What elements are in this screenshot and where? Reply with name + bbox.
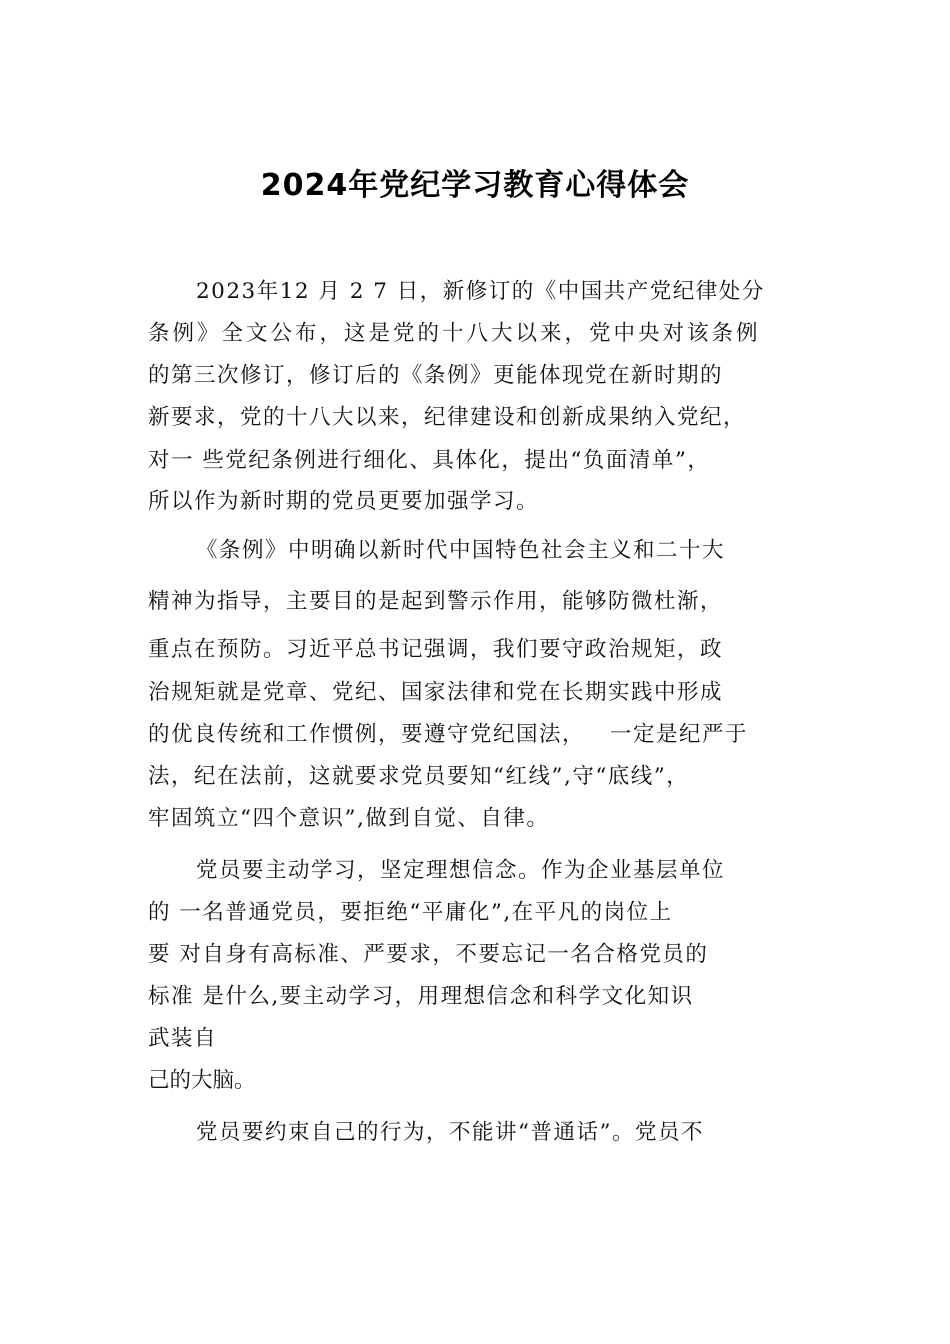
paragraph-2-line-4: 治规矩就是党章、党纪、国家法律和党在长期实践中形成 [148,680,724,705]
paragraph-2-line-6: 法，纪在法前，这就要求党员要知“红线”,守“底线”， [148,764,690,789]
paragraph-2-line-2: 精神为指导，主要目的是起到警示作用，能够防微杜渐， [148,589,724,614]
paragraph-1-line-6: 所以作为新时期的党员更要加强学习。 [148,489,540,514]
paragraph-3-line-5: 武装自 [148,1026,218,1051]
paragraph-1-line-3: 的第三次修订，修订后的《条例》更能体现党在新时期的 [148,363,724,388]
paragraph-3-line-6: 己的大脑。 [148,1068,256,1093]
paragraph-1-line-1: 2023年12 月 2 7 日，新修订的《中国共产党纪律处分 [196,279,765,304]
paragraph-2-line-7: 牢固筑立“四个意识”,做到自觉、自律。 [148,806,550,831]
paragraph-2-line-5: 的优良传统和工作惯例，要遵守党纪国法， 一定是纪严于 [148,722,749,747]
paragraph-3-line-3: 要 对自身有高标准、严要求，不要忘记一名合格党员的 [148,942,709,967]
paragraph-3-line-4: 标准 是什么,要主动学习，用理想信念和科学文化知识 [148,984,694,1009]
paragraph-2-line-3: 重点在预防。习近平总书记强调，我们要守政治规矩，政 [148,637,724,662]
paragraph-4-line-1: 党员要约束自己的行为，不能讲“普通话”。党员不 [196,1120,704,1145]
paragraph-2-line-1: 《条例》中明确以新时代中国特色社会主义和二十大 [196,538,726,563]
document-title: 2024年党纪学习教育心得体会 [260,168,690,203]
paragraph-1-line-4: 新要求，党的十八大以来，纪律建设和创新成果纳入党纪， [148,405,747,430]
paragraph-1-line-5: 对一 些党纪条例进行细化、具体化，提出“负面清单”， [148,448,711,473]
paragraph-3-line-2: 的 一名普通党员，要拒绝“平庸化”,在平凡的岗位上 [148,900,673,925]
paragraph-1-line-2: 条例》全文公布，这是党的十八大以来，党中央对该条例 [148,321,761,346]
paragraph-3-line-1: 党员要主动学习，坚定理想信念。作为企业基层单位 [196,858,726,883]
